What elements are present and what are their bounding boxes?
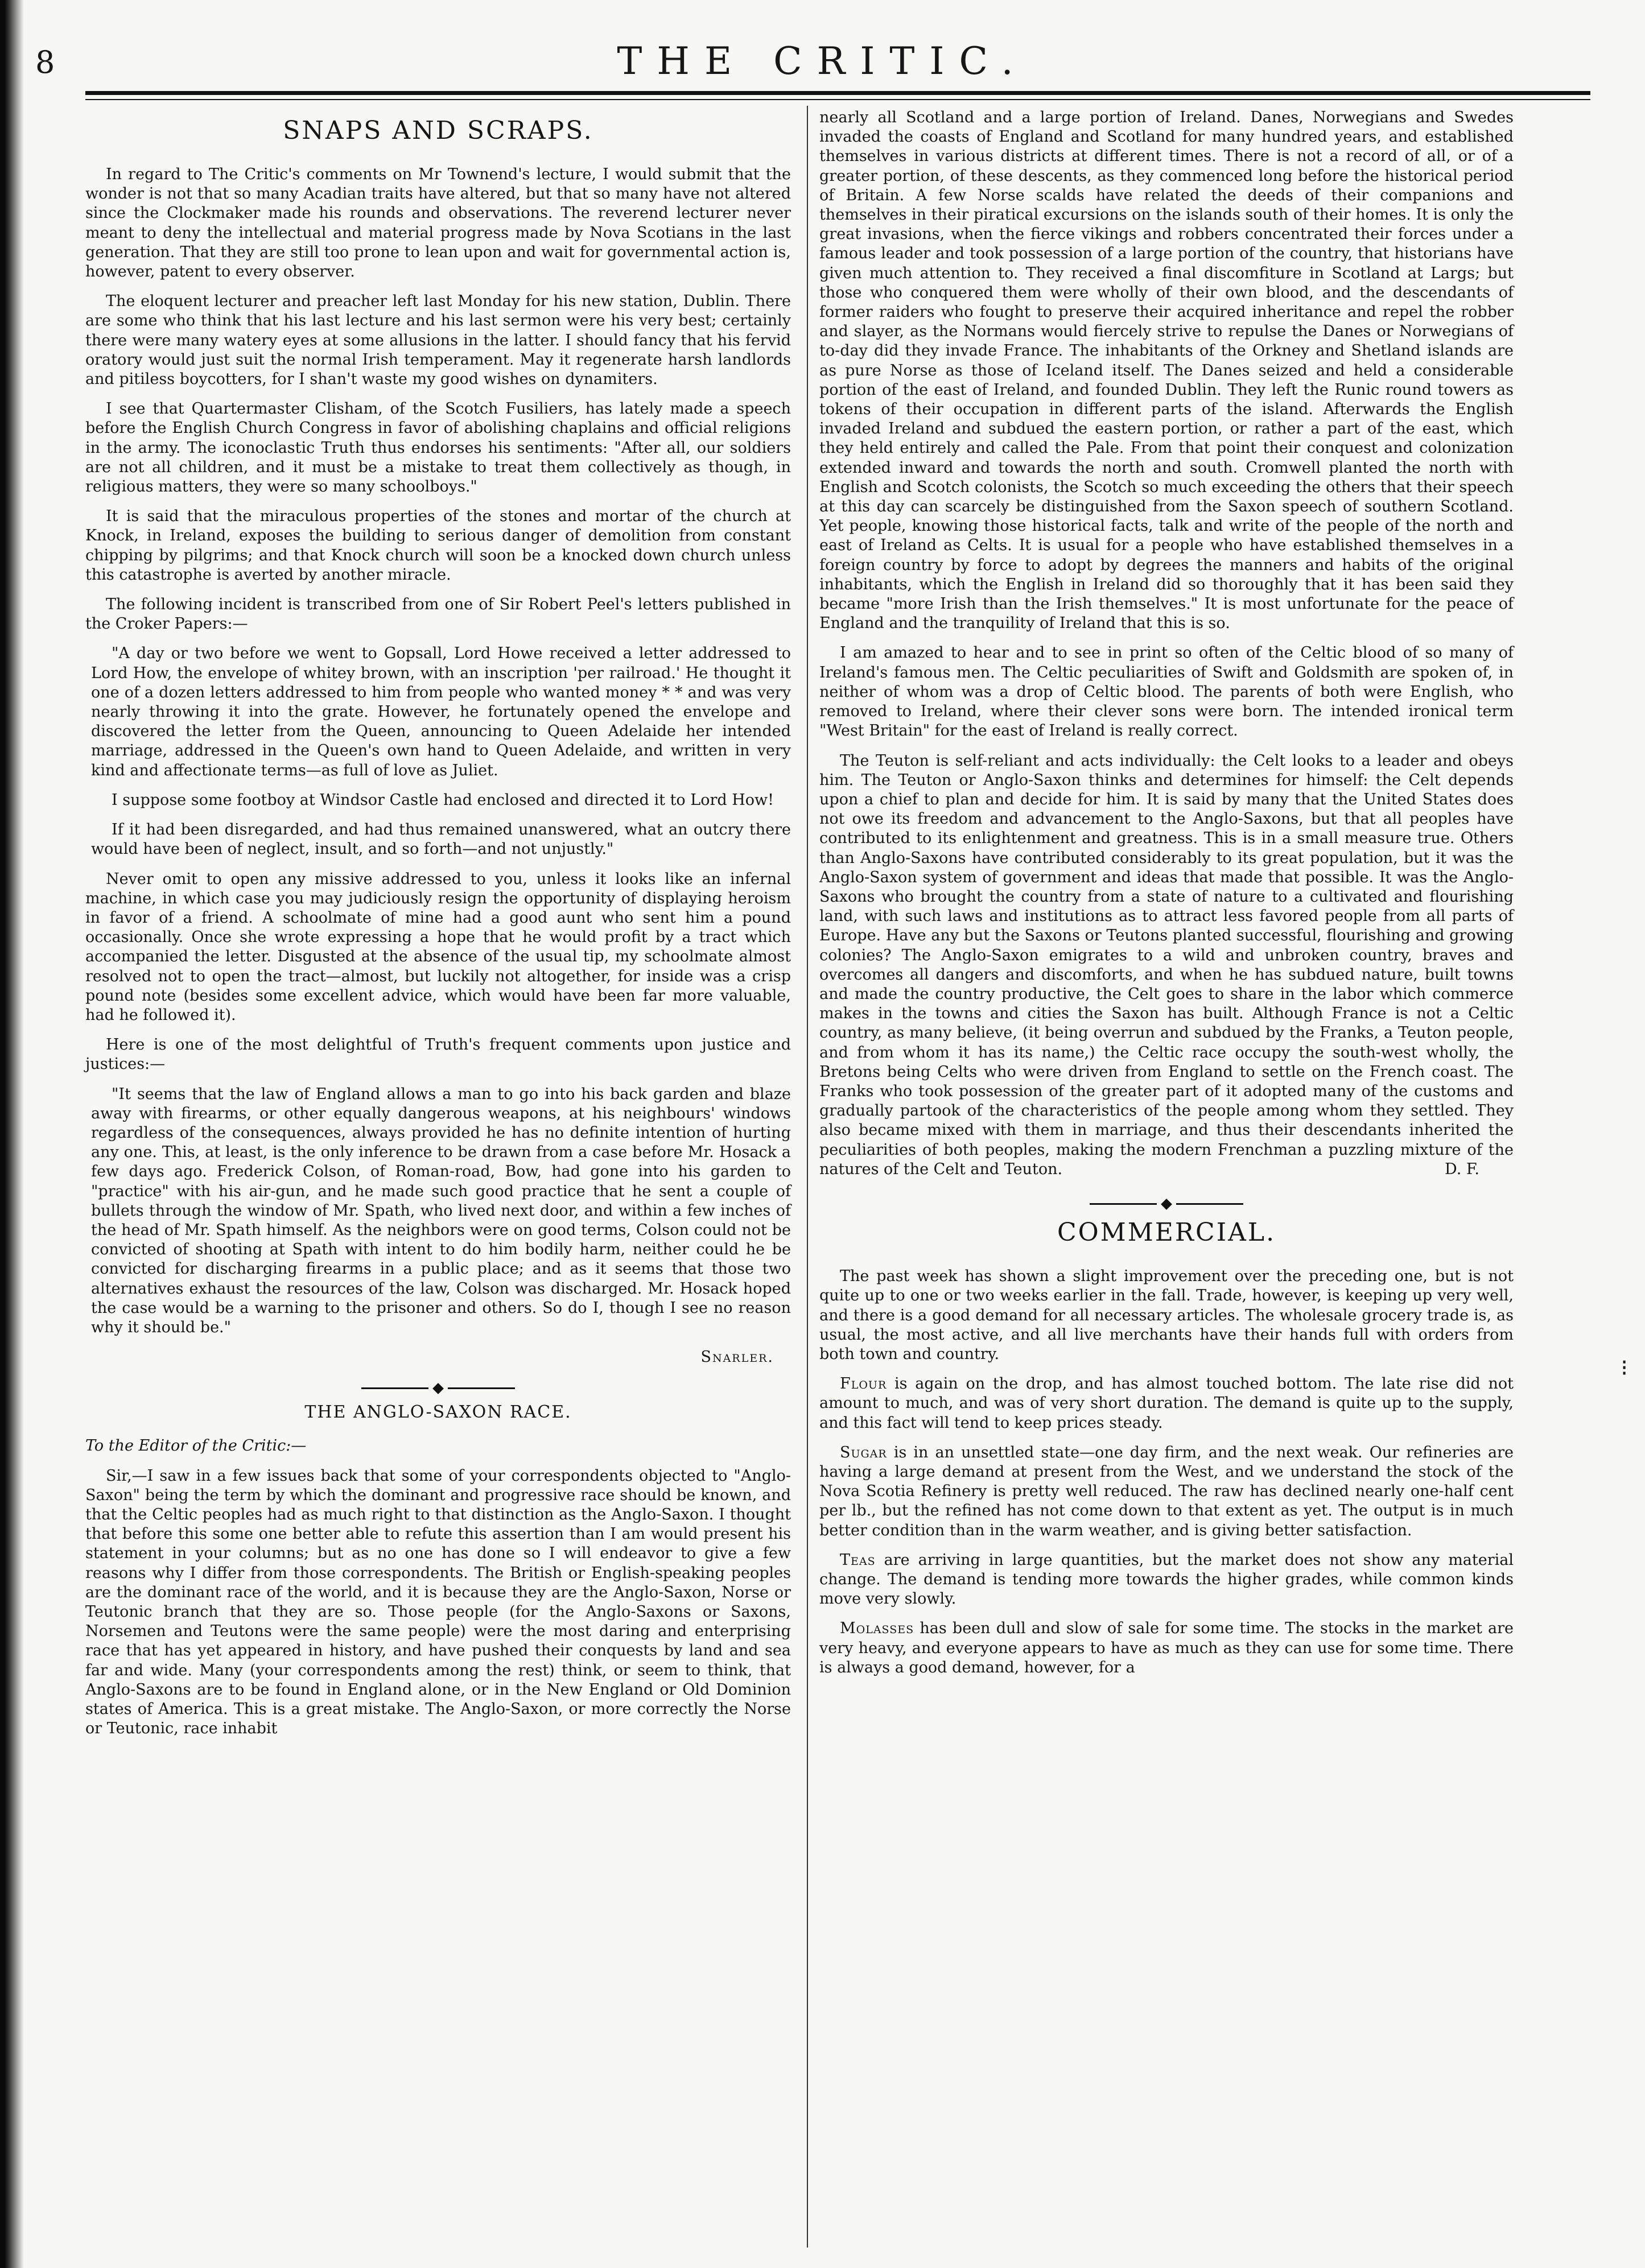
page-number: 8 [35,44,55,80]
left-column [85,108,791,1749]
commercial-item-text: has been dull and slow of sale for some time. The stocks in the market are very heavy, and everyone appears to have as much as they can use for some time. There is always a good demand, however, for a [819,1620,1514,1676]
snaps-paragraph: The following incident is transcribed from one of Sir Robert Peel's letters published in the Croker Papers:— [85,596,791,633]
commercial-item [819,1551,1514,1609]
snaps-paragraph: It is said that the miraculous properties of the stones and mortar of the church at Knock, in Ireland, exposes the building to serious danger of demolition from constant chipping by pilgrims; and that Knock church will soon be a knocked down church unless this catastrophe is averted by another miracle. [85,507,791,584]
commercial-item [819,1374,1514,1433]
anglo-saxon-continued-paragraph: I am amazed to hear and to see in print so often of the Celtic blood of so many of Ireland's famous men. The Celtic peculiarities of Swift and Goldsmith are spoken of, in neither of whom was a drop of Celtic blood. The parents of both were English, who removed to Ireland, where their clever sons were born. The intended ironical term "West Britain" for the east of Ireland is really correct. [819,644,1514,740]
anglo-saxon-salutation: To the Editor of the Critic:— [85,1437,307,1455]
anglo-saxon-continued-paragraph: nearly all Scotland and a large portion of Ireland. Danes, Norwegians and Swedes invaded the coasts of England and Scotland for many hundred years, and established themselves in various districts at different times. There is not a record of all, or of a greater portion, of these descents, as they commenced long before the historical period of Britain. A few Norse scalds have related the deeds of their companions and themselves in their piratical excursions on the islands south of their homes. It is only the great invasions, when the fierce vikings and robbers concentrated their forces under a famous leader and took possession of a large portion of the country, that historians have given much attention to. They received a final discomfiture in Scotland at Largs; but those who conquered them were wholly of their own blood, and the descendants of former raiders who fought to preserve their acquired inheritance and repel the robber and slayer, as the Normans would fiercely strive to repulse the Danes or Norwegians of to-day did they invade France. The inhabitants of the Orkney and Shetland islands are as pure Norse as those of Iceland itself. The Danes seized and held a considerable portion of the east of Ireland, and founded Dublin. They left the Runic round towers as tokens of their occupation in different parts of the island. Afterwards the English invaded Ireland and subdued the eastern portion, or rather a part of the east, which they held entirely and called the Pale. From that point their conquest and colonization extended inward and towards the north and south. Cromwell planted the north with English and Scotch colonists, the Scotch so much exceeding the others that their speech at this day can scarcely be distinguished from the Saxon speech of southern Scotland. Yet people, knowing those historical facts, talk and write of the people of the north and east of Ireland as Celts. It is usual for a people who have established themselves in a foreign country by force to adopt by degrees the manners and habits of the original inhabitants, which the English in Ireland did so thoroughly that it has been said they became "more Irish than the Irish themselves." It is most unfortunate for the peace of England and the tranquility of Ireland that this is so. [819,109,1514,633]
section-ornament [85,1378,791,1390]
commercial-item-text: is in an unsettled state—one day firm, and the next weak. Our refineries are having a large demand at present from the West, and we understand the stock of the Nova Scotia Refinery is pretty well reduced. The raw has declined nearly one-half cent per lb., but the refined has not come down to that extent as yet. The output is in much better condition than in the warm weather, and is giving better satisfaction. [819,1443,1514,1539]
header-rule-thin [85,99,1590,100]
anglo-saxon-continued-paragraph: The Teuton is self-reliant and acts individually: the Celt looks to a leader and obeys him. The Teuton or Anglo-Saxon thinks and determines for himself: the Celt depends upon a chief to plan and decide for him. It is said by many that the United States does not owe its freedom and advancement to the Anglo-Saxons, but that all peoples have contributed to its enlightenment and greatness. This is in a small measure true. Others than Anglo-Saxons have contributed considerably to its great population, but it was the Anglo-Saxon system of government and ideas that made that possible. It was the Anglo-Saxons who brought the country from a state of nature to a cultivated and flourishing land, with such laws and institutions as to attract less favored people from all parts of Europe. Have any but the Saxons or Teutons planted successful, flourishing and growing colonies? The Anglo-Saxon emigrates to a wild and unbroken country, braves and overcomes all dangers and discomforts, and when he has subdued nature, built towns and made the country productive, the Celt goes to share in the labor which commerce makes in the towns and cities the Saxon has built. Although France is not a Celtic country, as many believe, (it being overrun and subdued by the Franks, a Teuton people, and from whom it has its name,) the Celtic race occupy the south-west wholly, the Bretons being Celts who were driven from England to settle on the French coast. The Franks who took possession of the greater part of it adopted many of the customs and gradually partook of the characteristics of the people among whom they settled. They also became mixed with them in marriage, and thus their descendants inherited the peculiarities of both peoples, making the modern Frenchman a puzzling mixture of the natures of the Celt and Teuton. [819,751,1514,1178]
commercial-item [819,1619,1514,1678]
commercial-item-lead: Teas [840,1551,876,1569]
section-ornament [819,1194,1514,1205]
commercial-item-lead: Flour [840,1375,887,1393]
snaps-paragraph: The eloquent lecturer and preacher left last Monday for his new station, Dublin. There are some who think that his last lecture and his last sermon were his very best; certainly there were many watery eyes at some allusions in the latter. I should fancy that his fervid oratory would just suit the normal Irish temperament. May it regenerate harsh landlords and pitiless boycotters, for I shan't waste my good wishes on dynamiters. [85,292,791,389]
page-binding-edge [0,0,24,2268]
column-divider [807,106,808,2248]
commercial-item-lead: Molasses [840,1620,914,1638]
commercial-paragraph: The past week has shown a slight improvement over the preceding one, but is not quite up to one or two weeks earlier in the fall. Trade, however, is keeping up very well, and there is a good demand for all necessary articles. The wholesale grocery trade is, as usual, the most active, and all live merchants have their hands full with orders from both town and country. [819,1267,1514,1363]
commercial-heading: COMMERCIAL. [1057,1218,1276,1247]
peel-quote-paragraph: If it had been disregarded, and had thus remained unanswered, what an outcry there would have been of neglect, insult, and so forth—and not unjustly." [91,821,791,858]
peel-quote-paragraph: I suppose some footboy at Windsor Castle had enclosed and directed it to Lord How! [112,791,774,809]
anglo-saxon-heading: THE ANGLO-SAXON RACE. [304,1402,572,1423]
commercial-item-text: is again on the drop, and has almost touched bottom. The late rise did not amount to much, and was of very short duration. The demand is quite up to the supply, and this fact will tend to keep prices steady. [819,1375,1514,1432]
commercial-item [819,1443,1514,1540]
newspaper-masthead: THE CRITIC. [617,39,1028,83]
margin-mark: ⁝ [1621,1355,1628,1381]
snaps-paragraph: In regard to The Critic's comments on Mr Townend's lecture, I would submit that the wonder is not that so many Acadian traits have altered, but that so many have not altered since the Clockmaker made his rounds and observations. The reverend lecturer never meant to deny the intellectual and material progress made by Nova Scotians in the last generation. That they are still too prone to lean upon and wait for governmental action is, however, patent to every observer. [85,166,791,281]
anglo-saxon-paragraph: Sir,—I saw in a few issues back that some of your correspondents objected to "Anglo-Saxon" being the term by which the dominant and progressive race should be known, and that the Celtic peoples had as much right to that distinction as the Anglo-Saxon. I thought that before this some one better able to refute this assertion than I am would present his statement in your columns; but as no one has done so I will endeavor to give a few reasons why I differ from those correspondents. The British or English-speaking peoples are the dominant race of the world, and it is because they are the Anglo-Saxon, Norse or Teutonic branch that they are so. Those people (for the Anglo-Saxons or Saxons, Norsemen and Teutons were the same people) were the most daring and enterprising race that has yet appeared in history, and have pushed their conquests by land and sea far and wide. Many (your correspondents among the rest) think, or seem to think, that Anglo-Saxons are to be found in England alone, or in the New England or Old Dominion states of America. This is a great mistake. The Anglo-Saxon, or more correctly the Norse or Teutonic, race inhabit [85,1466,791,1738]
commercial-item-text: are arriving in large quantities, but the market does not show any material change. The demand is tending more towards the higher grades, while common kinds move very slowly. [819,1551,1514,1608]
truth-quote-paragraph: "It seems that the law of England allows a man to go into his back garden and blaze away with firearms, or other equally dangerous weapons, at his neighbours' windows regardless of the consequences, always provided he has no definite intention of hurting any one. This, at least, is the only inference to be drawn from a case before Mr. Hosack a few days ago. Frederick Colson, of Roman-road, Bow, had gone into his garden to "practice" with his air-gun, and he made such good practice that he sent a couple of bullets through the window of Mr. Spath, who lived next door, and within a few inches of the head of Mr. Spath himself. As the neighbors were on good terms, Colson could not be convicted of shooting at Spath with intent to do him bodily harm, neither could he be convicted for discharging firearms in a public place; and as it seems that those two alternatives exhaust the resources of the law, Colson was discharged. Mr. Hosack hoped the case would be a warning to the prisoner and others. So do I, though I see no reason why it should be." [91,1085,791,1336]
snaps-paragraph: Here is one of the most delightful of Truth's frequent comments upon justice and justices:— [85,1036,791,1073]
snaps-paragraph: Never omit to open any missive addressed to you, unless it looks like an infernal machine, in which case you may judiciously resign the opportunity of displaying heroism in favor of a friend. A schoolmate of mine had a good aunt who sent him a pound occasionally. Once she wrote expressing a hope that he would profit by a tract which accompanied the letter. Disgusted at the absence of the usual tip, my schoolmate almost resolved not to open the tract—almost, but luckily not altogether, for inside was a crisp pound note (besides some excellent advice, which would have been far more valuable, had he followed it). [85,870,791,1024]
snaps-paragraph: I see that Quartermaster Clisham, of the Scotch Fusiliers, has lately made a speech before the English Church Congress in favor of abolishing chaplains and official religions in the army. The iconoclastic Truth thus endorses his sentiments: "After all, our soldiers are not all children, and it must be a mistake to treat them collectively as though, in religious matters, they were so many schoolboys." [85,400,791,496]
commercial-item-lead: Sugar [840,1443,887,1461]
peel-quote-paragraph: "A day or two before we went to Gopsall, Lord Howe received a letter addressed to Lord How, the envelope of whitey brown, with an inscription 'per railroad.' He thought it one of a dozen letters addressed to him from people who wanted money * * and was very nearly throwing it into the grate. However, he fortunately opened the envelope and discovered the letter from the Queen, announcing to Queen Adelaide her intended marriage, addressed in the Queen's own hand to Queen Adelaide, and written in very kind and affectionate terms—as full of love as Juliet. [91,645,791,779]
right-column [819,108,1514,1688]
anglo-saxon-signature: D. F. [1445,1160,1479,1178]
snaps-signature: Snarler. [700,1348,774,1366]
header-rule-thick [85,91,1590,95]
snaps-heading: SNAPS AND SCRAPS. [283,116,593,145]
